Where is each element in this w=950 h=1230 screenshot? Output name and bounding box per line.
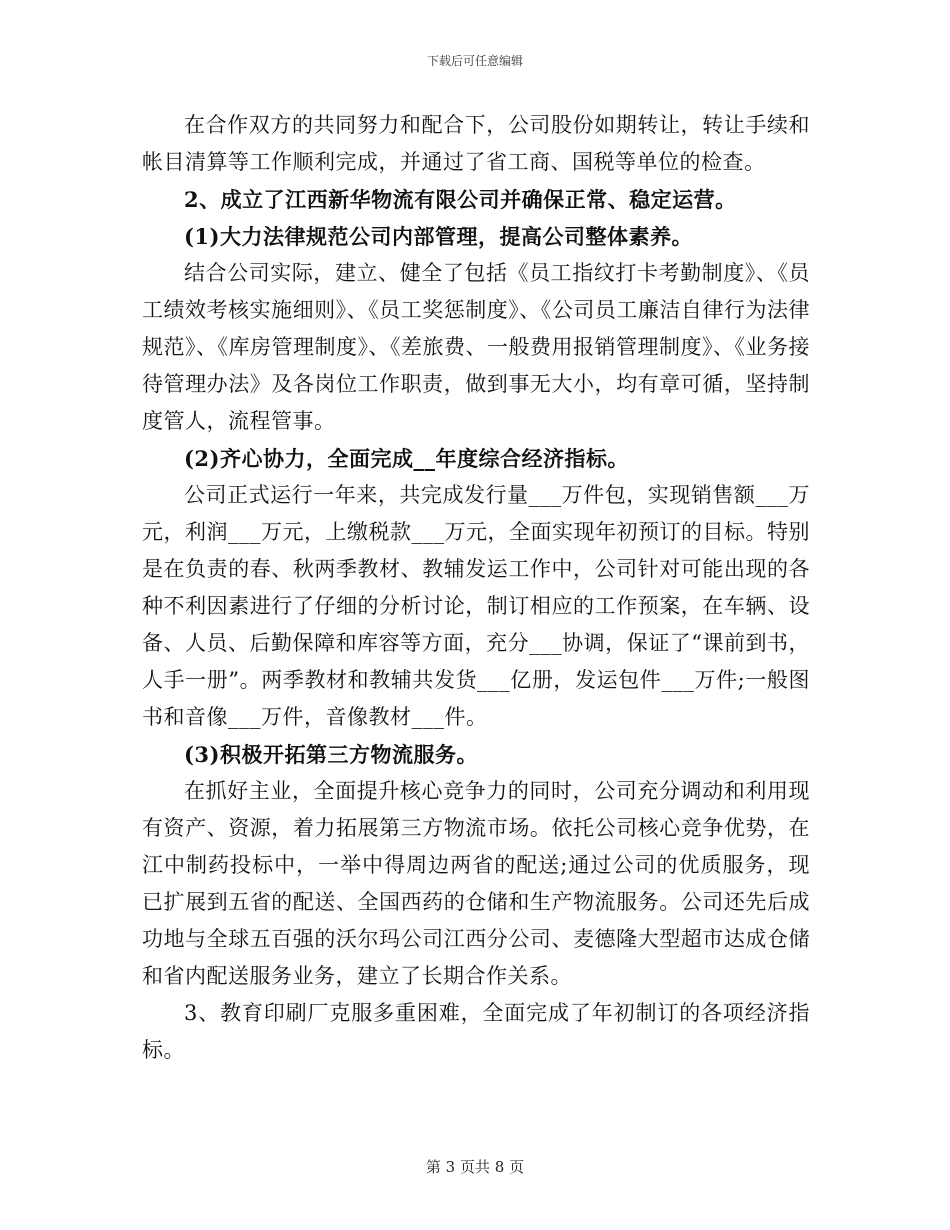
subsection-heading: (3)积极开拓第三方物流服务。 bbox=[184, 742, 478, 767]
document-body bbox=[142, 107, 810, 1069]
section-heading: 2、成立了江西新华物流有限公司并确保正常、稳定运营。 bbox=[184, 187, 737, 212]
paragraph: 公司正式运行一年来，共完成发行量___万件包，实现销售额___万元，利润___万元，上缴税款___万元，全面实现年初预订的目标。特别是在负责的春、秋两季教材、教辅发运工作中，公司针对可能出现的各种不利因素进行了仔细的分析讨论，制订相应的工作预案，在车辆、设备、人员、后勤保障和库容等方面，充分___协调，保证了“课前到书，人手一册”。两季教材和教辅共发货___亿册，发运包件___万件;一般图书和音像___万件，音像教材___件。 bbox=[142, 483, 810, 729]
section-heading: 3、教育印刷厂克服多重困难，全面完成了年初制订的各项经济指标。 bbox=[142, 1001, 810, 1062]
subsection-heading: (1)大力法律规范公司内部管理，提高公司整体素养。 bbox=[184, 224, 693, 249]
paragraph: 结合公司实际，建立、健全了包括《员工指纹打卡考勤制度》、《员工绩效考核实施细则》、《员工奖惩制度》、《公司员工廉洁自律行为法律规范》、《库房管理制度》、《差旅费、一般费用报销管理制度》、《业务接待管理办法》及各岗位工作职责，做到事无大小，均有章可循，坚持制度管人，流程管事。 bbox=[142, 261, 810, 433]
subsection-heading: (2)齐心协力，全面完成__年度综合经济指标。 bbox=[184, 446, 629, 471]
paragraph: 在合作双方的共同努力和配合下，公司股份如期转让，转让手续和帐目清算等工作顺利完成，并通过了省工商、国税等单位的检查。 bbox=[142, 113, 810, 174]
page-number: 第 3 页共 8 页 bbox=[425, 1158, 525, 1176]
page-header: 下载后可任意编辑 bbox=[426, 54, 523, 68]
paragraph: 在抓好主业，全面提升核心竞争力的同时，公司充分调动和利用现有资产、资源，着力拓展第三方物流市场。依托公司核心竞争优势，在江中制药投标中，一举中得周边两省的配送;通过公司的优质服务，现已扩展到五省的配送、全国西药的仓储和生产物流服务。公司还先后成功地与全球五百强的沃尔玛公司江西分公司、麦德隆大型超市达成仓储和省内配送服务业务，建立了长期合作关系。 bbox=[142, 779, 810, 988]
